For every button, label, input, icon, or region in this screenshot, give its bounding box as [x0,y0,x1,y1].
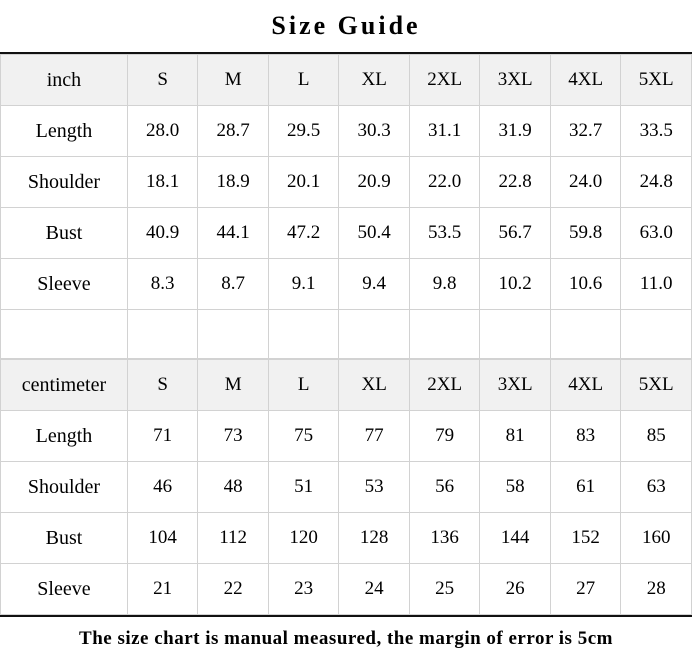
spacer-cell [339,310,410,359]
cell: 8.7 [198,259,269,310]
cell: 28.0 [127,106,198,157]
cell: 160 [621,513,692,564]
spacer-cell [268,310,339,359]
cell: 31.9 [480,106,551,157]
cell: 63.0 [621,208,692,259]
cell: 53.5 [409,208,480,259]
size-header-l: L [268,55,339,106]
cell: 21 [127,564,198,615]
cell: 18.1 [127,157,198,208]
cell: 24.8 [621,157,692,208]
table-header-row [1,55,692,106]
cell: 22.8 [480,157,551,208]
cell: 50.4 [339,208,410,259]
cell: 18.9 [198,157,269,208]
cell: 120 [268,513,339,564]
table-spacer-row [1,310,692,359]
table-row [1,259,692,310]
cell: 85 [621,411,692,462]
cell: 44.1 [198,208,269,259]
cell: 128 [339,513,410,564]
cell: 63 [621,462,692,513]
row-label-bust: Bust [1,208,128,259]
cell: 51 [268,462,339,513]
row-label-shoulder: Shoulder [1,462,128,513]
cell: 9.8 [409,259,480,310]
cell: 30.3 [339,106,410,157]
size-header-s: S [127,360,198,411]
size-header-5xl: 5XL [621,55,692,106]
size-header-4xl: 4XL [550,360,621,411]
cell: 152 [550,513,621,564]
cell: 53 [339,462,410,513]
spacer-cell [198,310,269,359]
cell: 32.7 [550,106,621,157]
row-label-shoulder: Shoulder [1,157,128,208]
cell: 81 [480,411,551,462]
cell: 20.9 [339,157,410,208]
spacer-cell [480,310,551,359]
cell: 48 [198,462,269,513]
measurement-note: The size chart is manual measured, the margin of error is 5cm [0,615,692,661]
table-header-row [1,360,692,411]
cell: 61 [550,462,621,513]
spacer-cell [409,310,480,359]
cell: 28 [621,564,692,615]
cell: 22 [198,564,269,615]
cell: 29.5 [268,106,339,157]
cell: 59.8 [550,208,621,259]
table-row [1,411,692,462]
cell: 31.1 [409,106,480,157]
size-header-4xl: 4XL [550,55,621,106]
inch-size-table [0,54,692,359]
size-header-xl: XL [339,55,410,106]
table-row [1,513,692,564]
size-header-2xl: 2XL [409,360,480,411]
cell: 144 [480,513,551,564]
cell: 56.7 [480,208,551,259]
row-label-bust: Bust [1,513,128,564]
cell: 71 [127,411,198,462]
cell: 46 [127,462,198,513]
size-header-2xl: 2XL [409,55,480,106]
size-header-xl: XL [339,360,410,411]
cell: 40.9 [127,208,198,259]
row-label-length: Length [1,106,128,157]
cell: 27 [550,564,621,615]
cell: 24.0 [550,157,621,208]
cell: 58 [480,462,551,513]
cell: 28.7 [198,106,269,157]
cell: 23 [268,564,339,615]
cell: 77 [339,411,410,462]
table-row [1,462,692,513]
size-header-m: M [198,360,269,411]
table-row [1,564,692,615]
unit-label-centimeter: centimeter [1,360,128,411]
cell: 11.0 [621,259,692,310]
cell: 73 [198,411,269,462]
spacer-cell [550,310,621,359]
cell: 104 [127,513,198,564]
cell: 75 [268,411,339,462]
cell: 22.0 [409,157,480,208]
size-header-l: L [268,360,339,411]
cell: 9.1 [268,259,339,310]
size-header-3xl: 3XL [480,360,551,411]
cell: 47.2 [268,208,339,259]
size-header-5xl: 5XL [621,360,692,411]
table-row [1,106,692,157]
row-label-length: Length [1,411,128,462]
cell: 56 [409,462,480,513]
cell: 26 [480,564,551,615]
centimeter-size-table [0,359,692,615]
cell: 79 [409,411,480,462]
cell: 25 [409,564,480,615]
page-title: Size Guide [0,0,692,54]
size-header-m: M [198,55,269,106]
cell: 20.1 [268,157,339,208]
cell: 10.6 [550,259,621,310]
size-header-s: S [127,55,198,106]
cell: 83 [550,411,621,462]
cell: 24 [339,564,410,615]
cell: 8.3 [127,259,198,310]
cell: 10.2 [480,259,551,310]
spacer-cell [1,310,128,359]
unit-label-inch: inch [1,55,128,106]
size-tables [0,54,692,615]
spacer-cell [621,310,692,359]
table-row [1,208,692,259]
size-header-3xl: 3XL [480,55,551,106]
cell: 136 [409,513,480,564]
table-row [1,157,692,208]
cell: 112 [198,513,269,564]
spacer-cell [127,310,198,359]
row-label-sleeve: Sleeve [1,259,128,310]
row-label-sleeve: Sleeve [1,564,128,615]
cell: 9.4 [339,259,410,310]
cell: 33.5 [621,106,692,157]
